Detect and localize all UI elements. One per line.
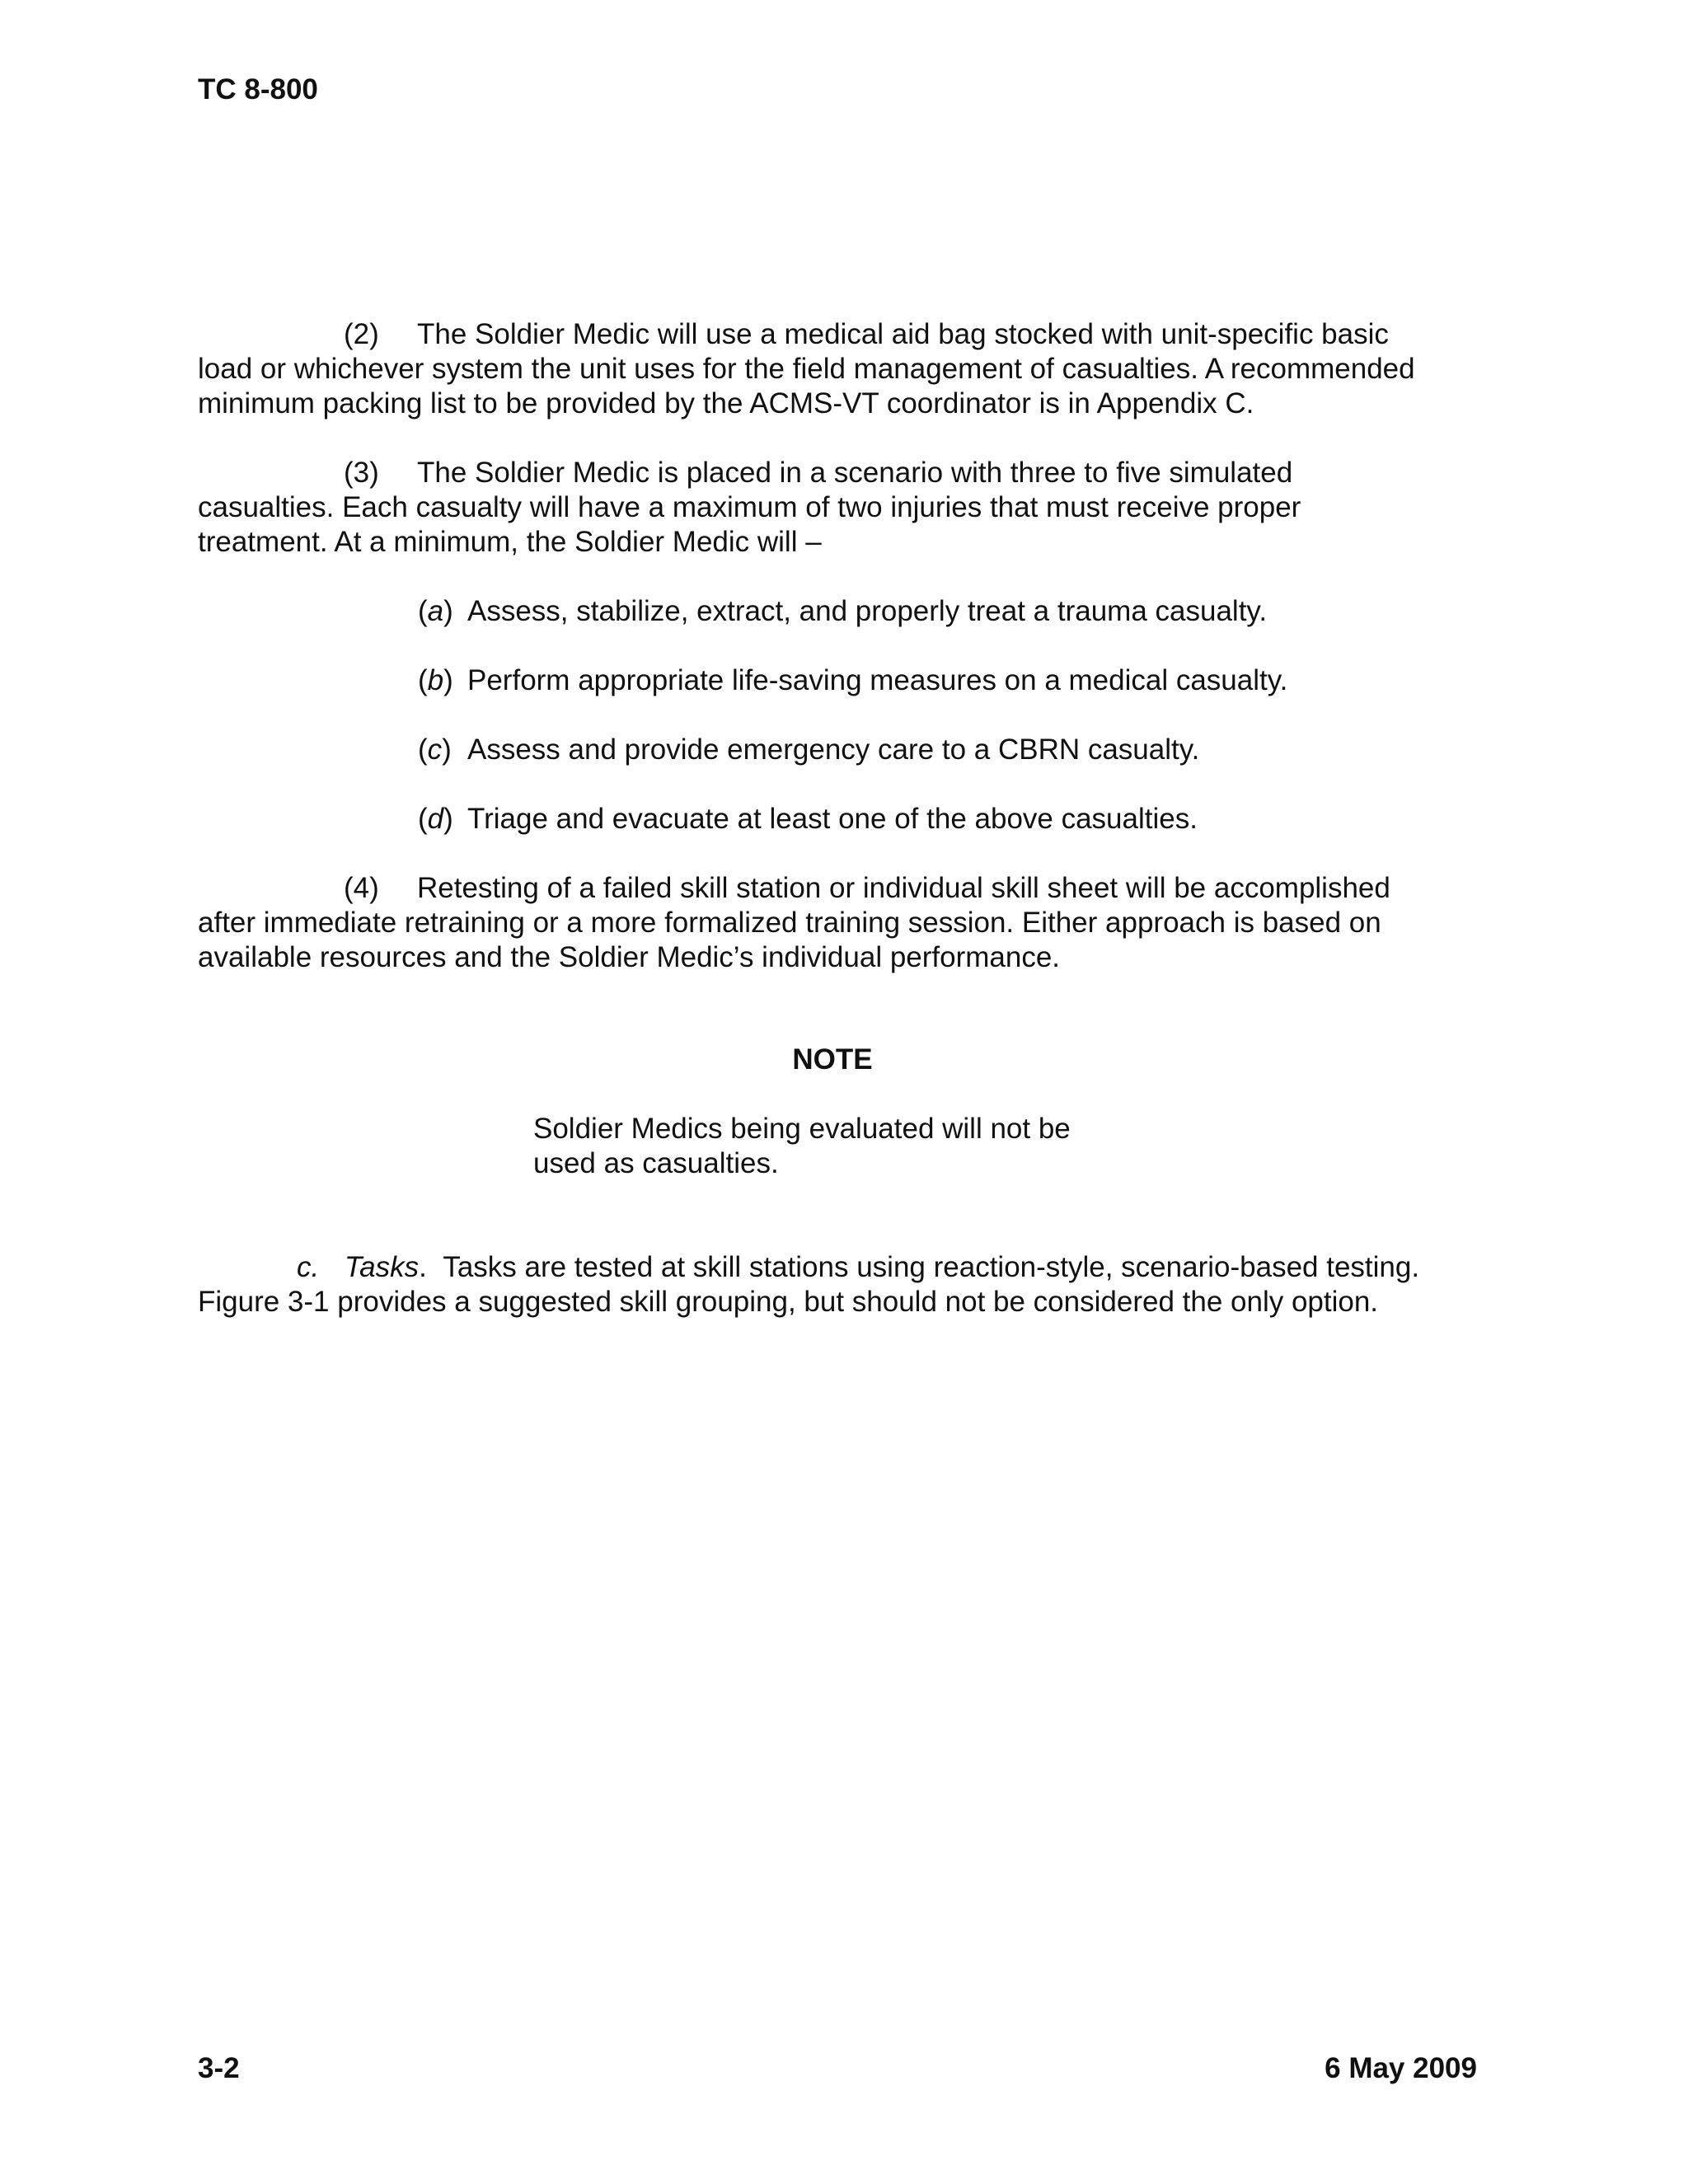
list-item-text: Triage and evacuate at least one of the above casualties. xyxy=(467,803,1198,835)
paragraph-4-line-3: available resources and the Soldier Medic’s individual performance. xyxy=(198,941,1061,973)
paragraph-3-number: (3) xyxy=(344,457,379,489)
paragraph-c-line-1-text: Tasks are tested at skill stations using reaction-style, scenario-based testing. xyxy=(443,1251,1420,1283)
note-title: NOTE xyxy=(792,1043,873,1076)
note-line-1: Soldier Medics being evaluated will not be xyxy=(533,1113,1071,1145)
list-item-letter: (b) xyxy=(418,664,453,696)
publication-date: 6 May 2009 xyxy=(1325,2052,1477,2084)
paragraph-3-line-2: casualties. Each casualty will have a maximum of two injuries that must receive proper xyxy=(198,491,1301,523)
page-number: 3-2 xyxy=(198,2052,240,2084)
list-item xyxy=(418,802,1198,837)
paragraph-c-line-1: c. Tasks. Tasks are tested at skill stations using reaction-style, scenario-based testing. xyxy=(297,1251,1420,1283)
list-item-text: Assess and provide emergency care to a CBRN casualty. xyxy=(467,733,1200,766)
paragraph-2 xyxy=(198,317,1508,421)
paragraph-2-line-1-text: The Soldier Medic will use a medical aid bag stocked with unit-specific basic xyxy=(417,318,1389,350)
list-item-text: Perform appropriate life-saving measures on a medical casualty. xyxy=(467,664,1288,696)
note-body xyxy=(533,1112,1071,1181)
paragraph-2-line-2: load or whichever system the unit uses for the field management of casualties. A recommended xyxy=(198,353,1415,385)
paragraph-c-heading: Tasks xyxy=(345,1251,420,1283)
paragraph-3-line-1-text: The Soldier Medic is placed in a scenario with three to five simulated xyxy=(417,457,1293,489)
paragraph-4 xyxy=(198,871,1508,975)
paragraph-4-line-2: after immediate retraining or a more formalized training session. Either approach is based on xyxy=(198,907,1381,939)
paragraph-4-line-1-text: Retesting of a failed skill station or individual skill sheet will be accomplished xyxy=(417,872,1390,904)
paragraph-3-line-1 xyxy=(198,456,1508,490)
paragraph-c xyxy=(198,1250,1508,1319)
paragraph-c-letter: c. xyxy=(297,1251,320,1283)
list-item xyxy=(418,594,1267,629)
document-id: TC 8-800 xyxy=(198,73,318,105)
paragraph-c-line-2: Figure 3-1 provides a suggested skill grouping, but should not be considered the only option. xyxy=(198,1286,1379,1318)
paragraph-2-line-3: minimum packing list to be provided by the ACMS-VT coordinator is in Appendix C. xyxy=(198,387,1254,419)
paragraph-4-number: (4) xyxy=(344,872,379,904)
list-item-text: Assess, stabilize, extract, and properly treat a trauma casualty. xyxy=(467,595,1268,627)
paragraph-2-line-1 xyxy=(198,317,1508,352)
list-item-letter: (c) xyxy=(418,733,452,766)
list-item xyxy=(418,663,1287,698)
paragraph-4-line-1 xyxy=(198,871,1508,906)
paragraph-3-line-3: treatment. At a minimum, the Soldier Medic will – xyxy=(198,526,822,558)
list-item xyxy=(418,733,1199,767)
list-item-letter: (a) xyxy=(418,595,453,627)
paragraph-3 xyxy=(198,456,1508,560)
paragraph-2-number: (2) xyxy=(344,318,379,350)
note-line-2: used as casualties. xyxy=(533,1147,779,1179)
list-item-letter: (d) xyxy=(418,803,453,835)
